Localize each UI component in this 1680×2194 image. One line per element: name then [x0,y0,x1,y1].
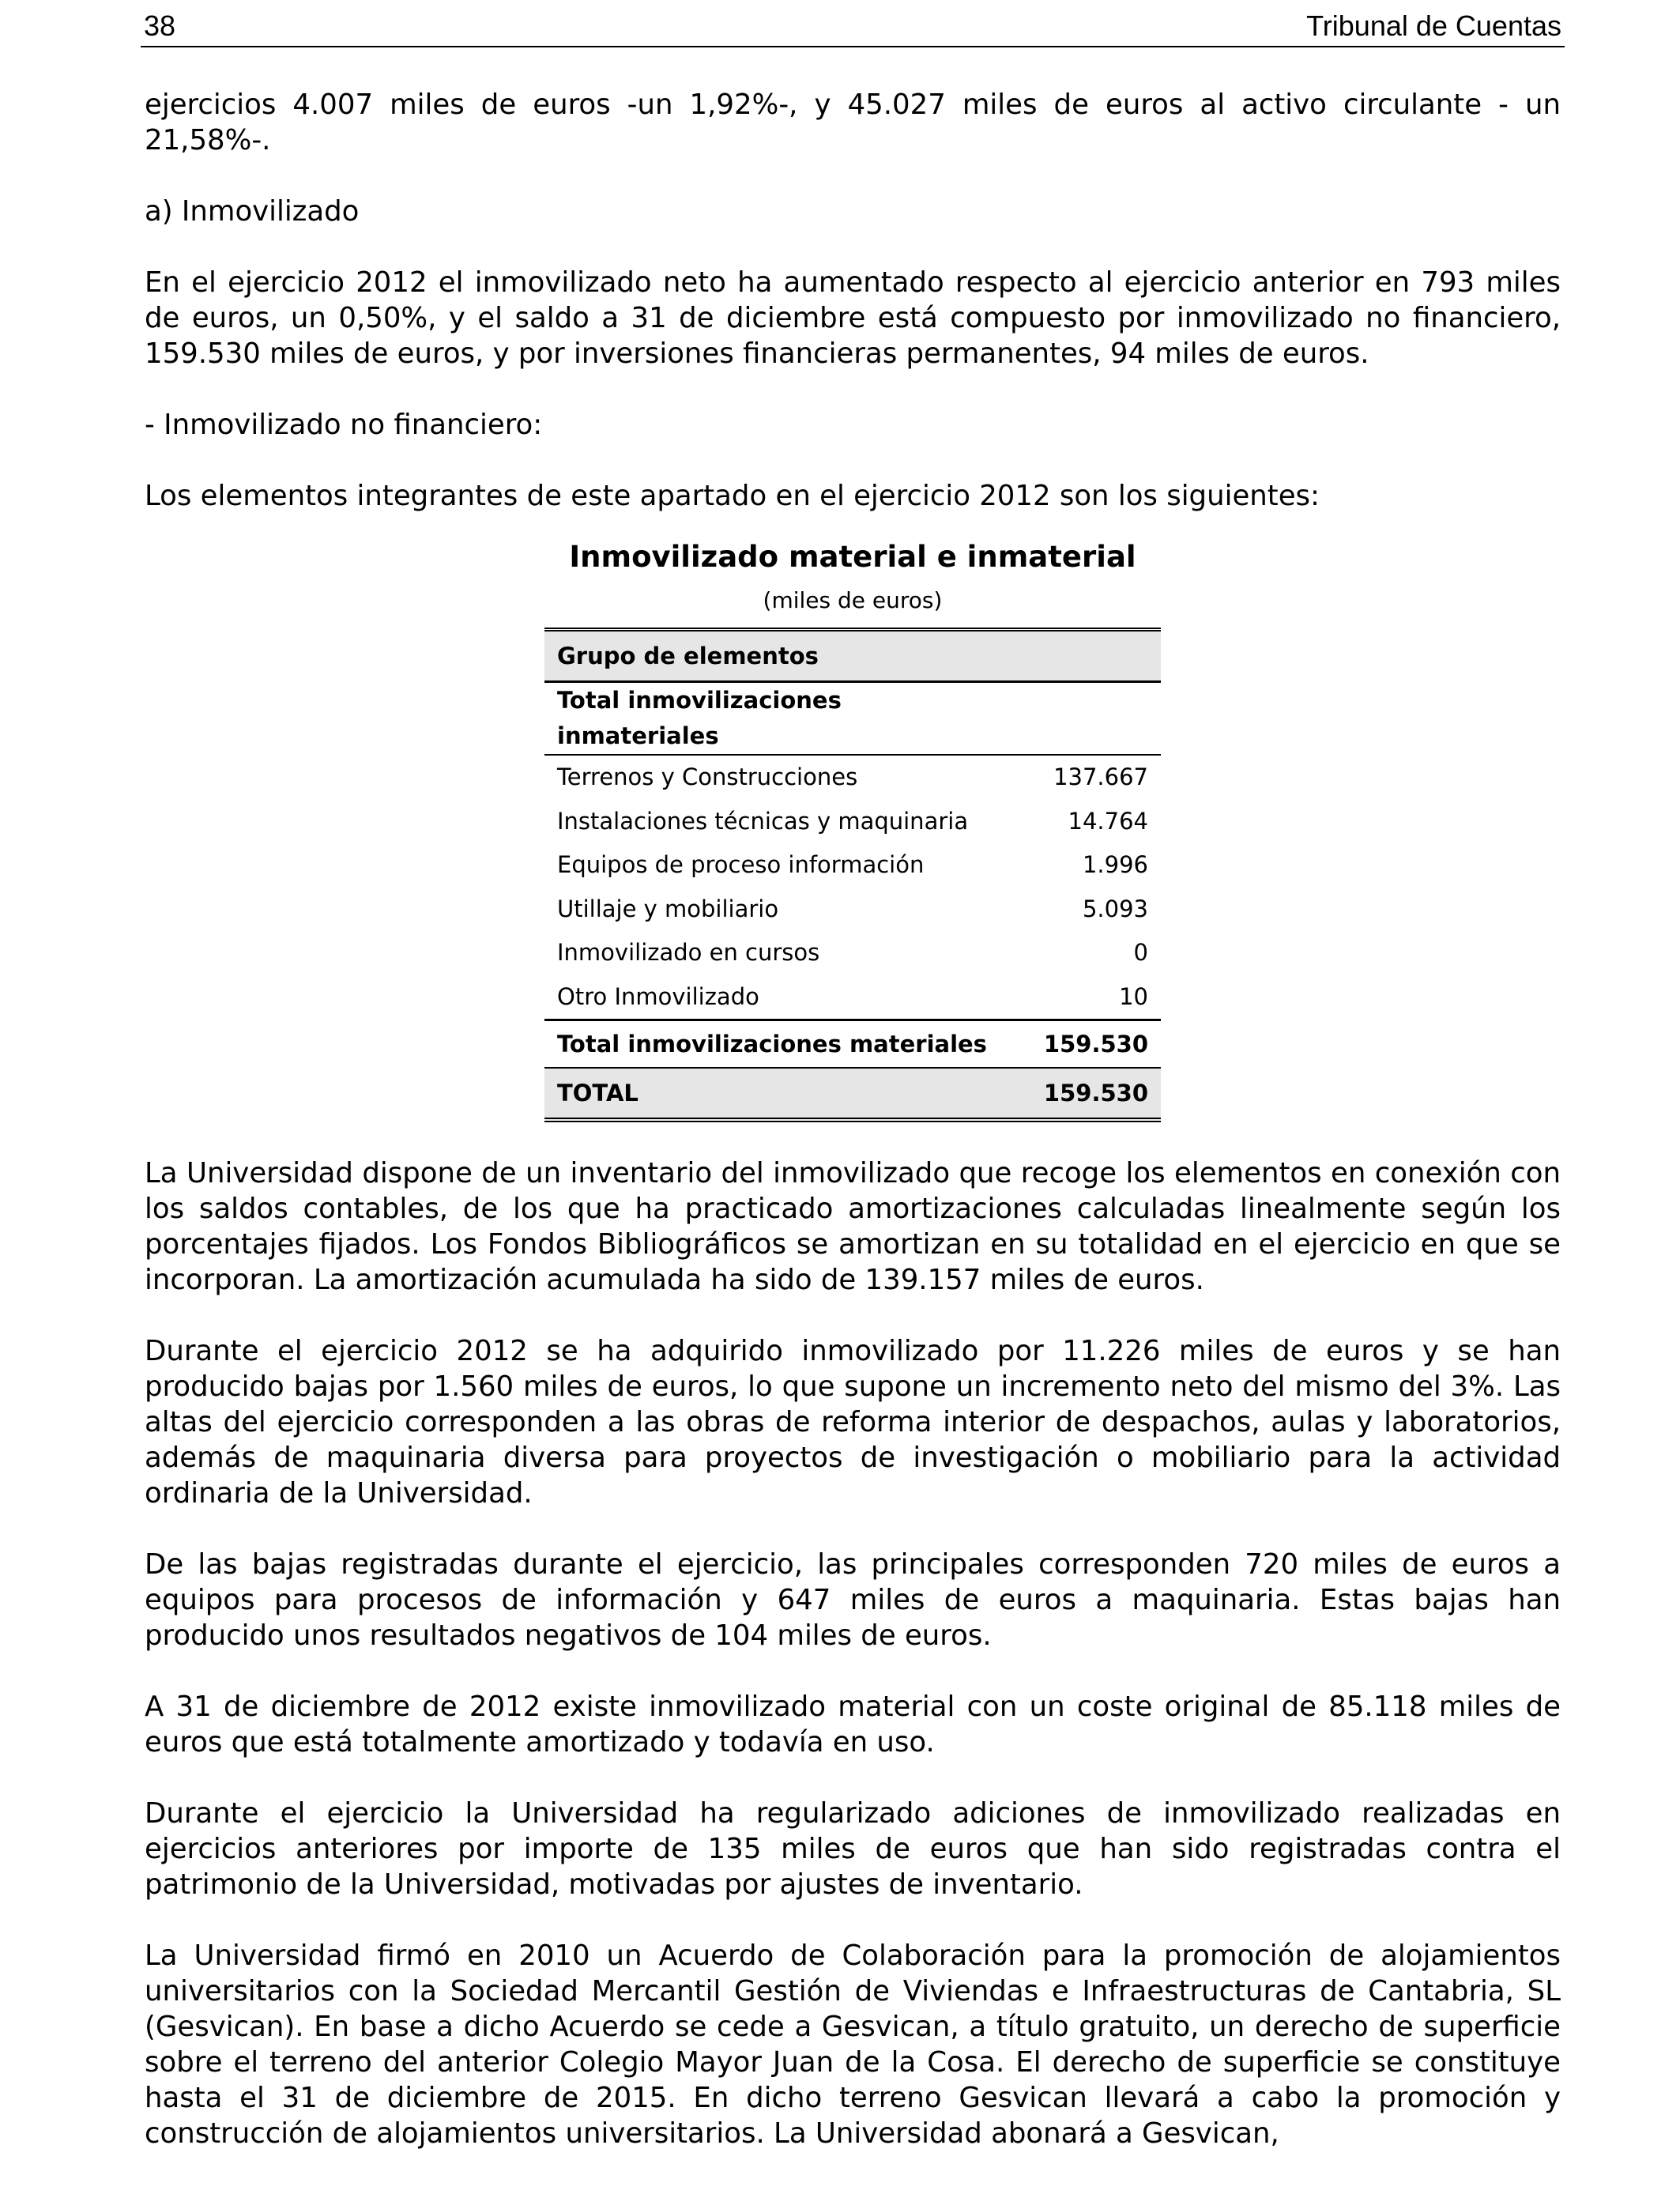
inmovilizado-table [544,628,1161,1122]
row-label: Inmovilizado en cursos [557,939,820,967]
table-header-row [544,630,1161,682]
table-row [544,843,1161,888]
row-value: 137.667 [1053,763,1148,791]
paragraph-activo-circulante: ejercicios 4.007 miles de euros -un 1,92%-, y 45.027 miles de euros al activo circulante - un 21,58%-. [145,89,1561,156]
row-value: 10 [1119,982,1148,1010]
grand-total-row [544,1068,1161,1120]
page-header [141,6,1565,47]
body-text [145,87,1561,2151]
row-value: 14.764 [1068,807,1148,835]
header-grupo-elementos: Grupo de elementos [544,630,1001,682]
table-row [544,888,1161,932]
grand-total-label: TOTAL [544,1068,1001,1120]
total-materiales-row [544,1020,1161,1069]
table-row [544,975,1161,1020]
running-head: Tribunal de Cuentas [1306,9,1561,42]
header-value-cell [1001,630,1161,682]
row-label: Equipos de proceso información [557,851,925,879]
table-title: Inmovilizado material e inmaterial [569,540,1136,574]
inmovilizado-table-block [544,537,1161,1122]
page-number: 38 [144,9,176,42]
paragraph-totalmente-amortizado: A 31 de diciembre de 2012 existe inmovilizado material con un coste original de 85.118 miles de euros que está totalmente amortizado y todavía en uso. [145,1691,1561,1759]
row-label: Instalaciones técnicas y maquinaria [557,807,969,835]
table-row [544,755,1161,800]
row-label: Utillaje y mobiliario [557,895,779,922]
paragraph-inmovilizado-neto: En el ejercicio 2012 el inmovilizado neto ha aumentado respecto al ejercicio anterior en 793 miles de euros, un 0,50%, y el saldo a 31 de diciembre está compuesto por inmovilizado no financiero, 159.530 miles de euros, y por inversiones financieras permanentes, 94 miles de euros. [145,266,1561,370]
row-value: 5.093 [1082,895,1148,922]
subtotal-inmateriales-row [544,682,1161,756]
paragraph-regularizacion: Durante el ejercicio la Universidad ha regularizado adiciones de inmovilizado realizadas en ejercicios anteriores por importe de 135 miles de euros que han sido registradas contra el patrimonio de la Universidad, motivadas por ajustes de inventario. [145,1797,1561,1901]
section-heading-inmovilizado: a) Inmovilizado [145,195,360,228]
paragraph-elementos-integrantes: Los elementos integrantes de este apartado en el ejercicio 2012 son los siguientes: [145,480,1320,512]
paragraph-adquisiciones: Durante el ejercicio 2012 se ha adquirido inmovilizado por 11.226 miles de euros y se han producido bajas por 1.560 miles de euros, lo que supone un incremento neto del mismo del 3%. Las altas del ejercicio corresponden a las obras de reforma interior de despachos, aulas y laboratorios, además de maquinaria diversa para proyectos de investigación o mobiliario para la actividad ordinaria de la Universidad. [145,1335,1561,1510]
paragraph-gesvican: La Universidad firmó en 2010 un Acuerdo de Colaboración para la promoción de alojamientos universitarios con la Sociedad Mercantil Gestión de Viviendas e Infraestructuras de Cantabria, SL (Gesvican). En base a dicho Acuerdo se cede a Gesvican, a título gratuito, un derecho de superficie sobre el terreno del anterior Colegio Mayor Juan de la Cosa. El derecho de superficie se constituye hasta el 31 de diciembre de 2015. En dicho terreno Gesvican llevará a cabo la promoción y construcción de alojamientos universitarios. La Universidad abonará a Gesvican, [145,1940,1561,2150]
row-label: Terrenos y Construcciones [557,763,858,791]
subsection-heading-no-financiero: - Inmovilizado no financiero: [145,409,543,441]
row-label: Otro Inmovilizado [557,982,759,1010]
row-value: 1.996 [1082,851,1148,879]
table-row [544,800,1161,844]
paragraph-bajas: De las bajas registradas durante el ejercicio, las principales corresponden 720 miles de euros a equipos para procesos de información y 647 miles de euros a maquinaria. Estas bajas han producido unos resultados negativos de 104 miles de euros. [145,1548,1561,1652]
total-materiales-value: 159.530 [1001,1020,1161,1069]
subtotal-inmateriales-value [1001,682,1161,756]
table-row [544,931,1161,975]
table-subtitle: (miles de euros) [763,587,943,613]
paragraph-inventario: La Universidad dispone de un inventario del inmovilizado que recoge los elementos en conexión con los saldos contables, de los que ha practicado amortizaciones calculadas linealmente según los porcentajes fijados. Los Fondos Bibliográficos se amortizan en su totalidad en el ejercicio en que se incorporan. La amortización acumulada ha sido de 139.157 miles de euros. [145,1157,1561,1296]
total-materiales-label: Total inmovilizaciones materiales [544,1020,1001,1069]
subtotal-inmateriales-label: Total inmovilizaciones inmateriales [544,682,1001,756]
row-value: 0 [1133,939,1148,967]
grand-total-value: 159.530 [1001,1068,1161,1120]
